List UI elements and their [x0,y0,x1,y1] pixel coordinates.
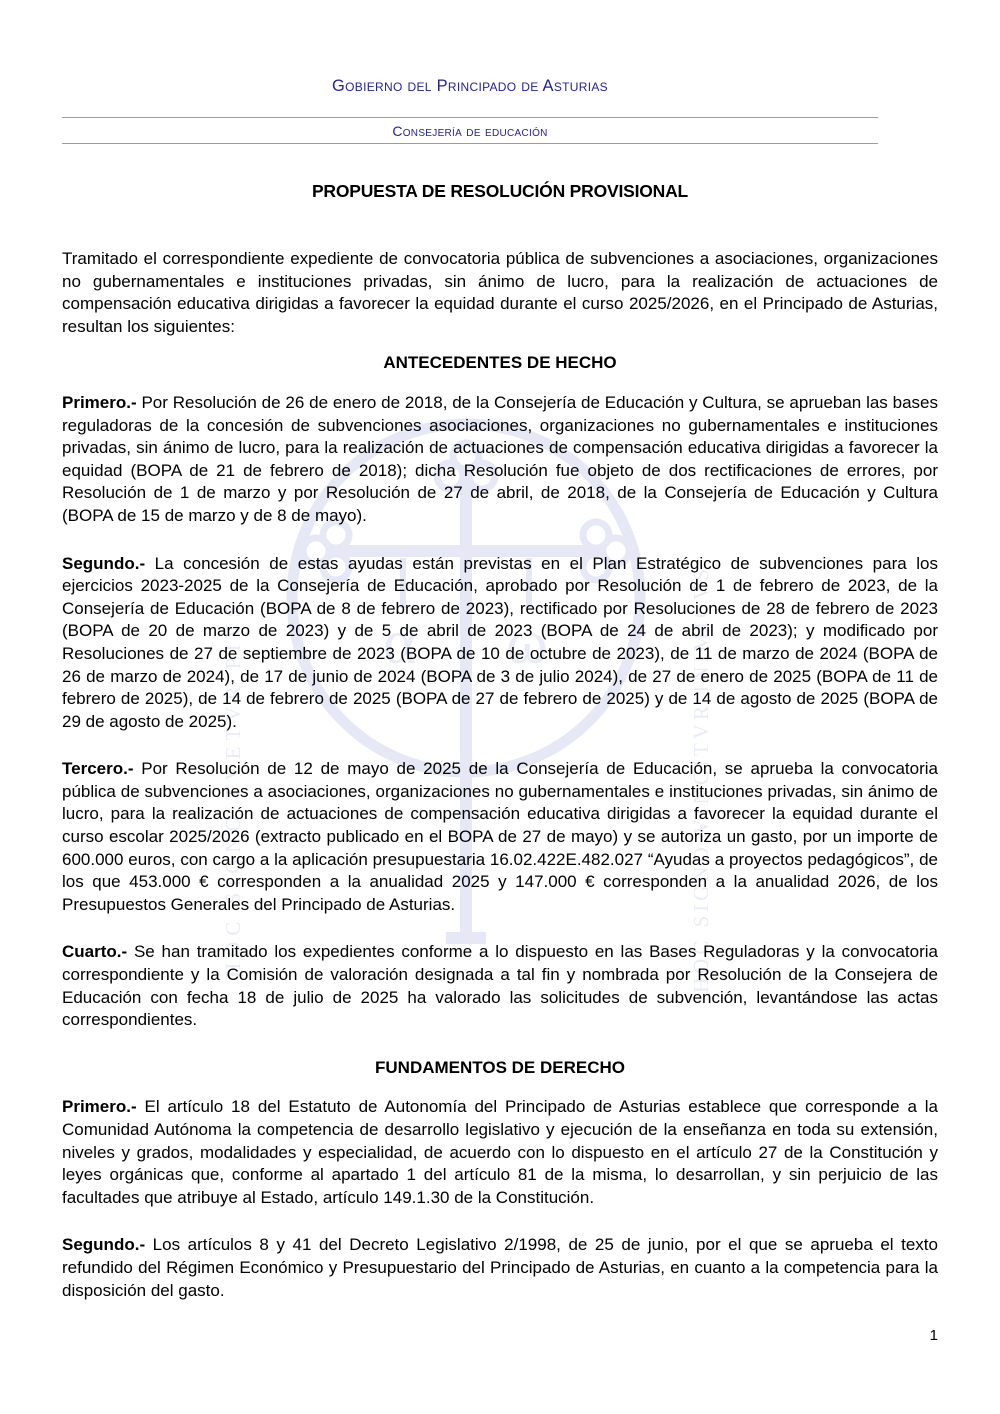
paragraph-text: Por Resolución de 12 de mayo de 2025 de la Consejería de Educación, se aprueba la convocatoria pública de subvenciones a asociaciones, organizaciones no gubernamentales e instituciones privadas, sin ánimo de lucro, para la realización de actuaciones de compensación educativa dirigidas a favorecer la equidad durante el curso escolar 2025/2026 (extracto publicado en el BOPA de 27 de mayo) y se autoriza un gasto, por un importe de 600.000 euros, con cargo a la aplicación presupuestaria 16.02.422E.482.027 “Ayudas a proyectos pedagógicos”, de los que 453.000 € corresponden a la anualidad 2025 y 147.000 € corresponden a la anualidad 2026, de los Presupuestos Generales del Principado de Asturias. [62,759,938,914]
letterhead [62,75,878,144]
antecedentes-paragraph-segundo [62,553,938,734]
department-name: Consejería de educación [392,123,548,139]
paragraph-text: El artículo 18 del Estatuto de Autonomía del Principado de Asturias establece que corresponde a la Comunidad Autónoma la competencia de desarrollo legislativo y ejecución de la enseñanza en toda su extensión, niveles y grados, modalidades y especialidad, de acuerdo con lo dispuesto en el artículo 27 de la Constitución y leyes orgánicas que, conforme al apartado 1 del artículo 81 de la misma, lo desarrollan, y sin perjuicio de las facultades que atribuye al Estado, artículo 149.1.30 de la Constitución. [62,1097,938,1207]
page-number: 1 [929,1327,938,1345]
watermark-inscription-right: HOC SIGNO VINCITVR INIMICVS [689,565,713,993]
paragraph-text: Se han tramitado los expedientes conforme a lo dispuesto en las Bases Reguladoras y la convocatoria correspondiente y la Comisión de valoración designada a tal fin y nombrada por Resolución de la Consejera de Educación con fecha 18 de julio de 2025 ha valorado las solicitudes de subvención, levantándose las actas correspondientes. [62,942,938,1030]
government-name: Gobierno del Principado de Asturias [332,77,608,95]
watermark-alpha-glyph: α [383,606,417,677]
paragraph-label: Tercero.- [62,759,134,779]
fundamentos-paragraph-segundo [62,1234,938,1302]
paragraph-text: Los artículos 8 y 41 del Decreto Legislativo 2/1998, de 25 de junio, por el que se aprueba el texto refundido del Régimen Económico y Presupuestario del Principado de Asturias, en cuanto a la competencia para la disposición del gasto. [62,1235,938,1300]
antecedentes-paragraph-cuarto [62,941,938,1031]
paragraph-label: Segundo.- [62,1235,146,1255]
letterhead-rule-bottom [62,143,878,144]
antecedentes-paragraph-primero [62,392,938,528]
paragraph-text: Por Resolución de 26 de enero de 2018, de la Consejería de Educación y Cultura, se aprueban las bases reguladoras de la concesión de subvenciones asociaciones, organizaciones no gubernamentales e instituciones privadas, sin ánimo de lucro, para la realización de actuaciones de compensación educativa dirigidas a favorecer la equidad (BOPA de 21 de febrero de 2018); dicha Resolución fue objeto de dos rectificaciones de errores, por Resolución de 1 de marzo y por Resolución de 27 de abril, de 2018, de la Consejería de Educación y Cultura (BOPA de 15 de marzo y de 8 de mayo). [62,392,938,525]
watermark-inscription-left: HOC SIGNO TVETVR PIVS [221,599,245,978]
antecedentes-paragraph-tercero [62,758,938,916]
section-heading-antecedentes: ANTECEDENTES DE HECHO [383,353,617,373]
paragraph-label: Primero.- [62,1097,137,1117]
paragraph-label: Primero.- [62,392,137,412]
intro-paragraph: Tramitado el correspondiente expediente de convocatoria pública de subvenciones a asociaciones, organizaciones no gubernamentales e instituciones privadas, sin ánimo de lucro, para la realización de actuaciones de compensación educativa dirigidas a favorecer la equidad durante el curso 2025/2026, en el Principado de Asturias, resultan los siguientes: [62,249,938,336]
paragraph-label: Segundo.- [62,553,146,573]
watermark-omega-glyph: ω [506,606,549,677]
paragraph-text: La concesión de estas ayudas están previstas en el Plan Estratégico de subvenciones para los ejercicios 2023-2025 de la Consejería de Educación, aprobado por Resolución de 1 de febrero de 2023, de la Consejería de Educación (BOPA de 8 de febrero de 2023), rectificado por Resoluciones de 28 de febrero de 2023 (BOPA de 20 de marzo de 2023) y de 5 de abril de 2023 (BOPA de 24 de abril de 2023); y modificado por Resoluciones de 27 de septiembre de 2023 (BOPA de 10 de octubre de 2023), de 11 de marzo de 2024 (BOPA de 26 de marzo de 2024), de 17 de junio de 2024 (BOPA de 3 de julio 2024), de 27 de enero de 2025 (BOPA de 11 de febrero de 2025), de 14 de febrero de 2025 (BOPA de 27 de febrero de 2025) y de 14 de agosto de 2025 (BOPA de 29 de agosto de 2025). [62,553,938,731]
paragraph-label: Cuarto.- [62,942,128,962]
fundamentos-paragraph-primero [62,1096,938,1209]
document-title: PROPUESTA DE RESOLUCIÓN PROVISIONAL [311,181,689,201]
section-heading-fundamentos: FUNDAMENTOS DE DERECHO [375,1057,625,1077]
